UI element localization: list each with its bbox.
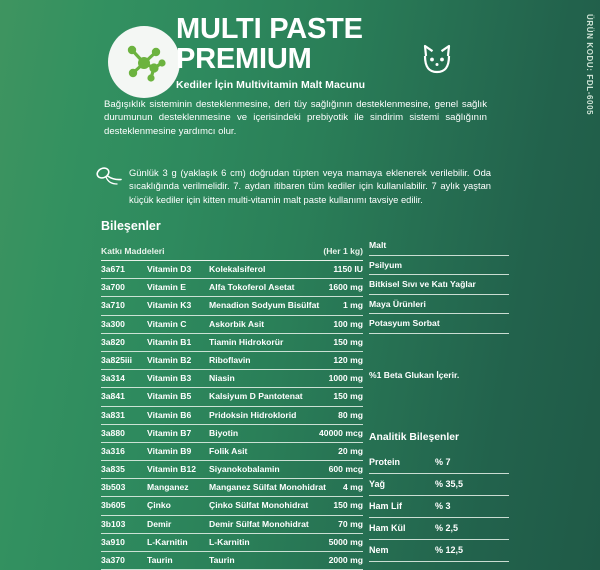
ingredient-chemical: Niasin [209, 373, 235, 384]
composition-row: Psilyum [369, 256, 509, 276]
ingredient-vitamin: Vitamin B12 [147, 464, 197, 475]
analytic-value: % 2,5 [435, 523, 459, 533]
product-subtitle: Kediler İçin Multivitamin Malt Macunu [176, 79, 366, 91]
ingredient-chemical: Demir Sülfat Monohidrat [209, 518, 309, 529]
ingredients-title: Bileşenler [101, 219, 161, 233]
analytic-row [369, 540, 509, 562]
ingredient-vitamin: Vitamin K3 [147, 300, 192, 311]
ingredient-amount: 150 mg [333, 500, 363, 511]
ingredient-chemical: Tiamin Hidrokorür [209, 336, 284, 347]
ingredient-chemical: Menadion Sodyum Bisülfat [209, 300, 320, 311]
usage-text: Günlük 3 g (yaklaşık 6 cm) doğrudan tüpten veya mamaya eklenerek verilebilir. Oda sıcaklığında verilmelidir. 7. aydan itibaren tüm kediler için kullanılabilir. 7 aylık yaştan küçük kediler için kitten multi-vitamin malt paste kullanımı tavsiye edilir. [129, 167, 491, 205]
analytic-label: Ham Lif [369, 501, 403, 511]
ingredient-vitamin: Vitamin B6 [147, 409, 192, 420]
ingredient-row [101, 334, 363, 352]
ingredient-amount: 1600 mg [328, 282, 363, 293]
ingredient-chemical: Askorbik Asit [209, 318, 265, 329]
product-title-line-1: MULTI PASTE [176, 13, 363, 45]
ingredient-amount: 150 mg [333, 391, 363, 402]
ingredient-code: 3a820 [101, 336, 125, 347]
ingredient-chemical: Taurin [209, 555, 235, 565]
column-header-per-kg: (Her 1 kg) [323, 246, 363, 256]
analytic-label: Ham Kül [369, 523, 406, 533]
ingredients-section [101, 219, 363, 570]
composition-list [369, 236, 509, 334]
composition-row: Potasyum Sorbat [369, 314, 509, 334]
ingredient-row [101, 352, 363, 370]
ingredient-code: 3a316 [101, 445, 125, 456]
ingredient-row [101, 370, 363, 388]
ingredient-vitamin: Vitamin B9 [147, 445, 192, 456]
analytic-value: % 12,5 [435, 545, 464, 555]
ingredient-code: 3b103 [101, 518, 126, 529]
ingredient-amount: 100 mg [333, 318, 363, 329]
composition-row: Bitkisel Sıvı ve Katı Yağlar [369, 275, 509, 295]
ingredient-vitamin: Vitamin B5 [147, 391, 192, 402]
ingredient-chemical: Biyotin [209, 427, 239, 438]
ingredient-code: 3a300 [101, 318, 125, 329]
ingredient-row [101, 425, 363, 443]
analytic-value: % 7 [435, 457, 451, 467]
ingredient-vitamin: Vitamin E [147, 282, 187, 293]
ingredient-vitamin: Vitamin B3 [147, 373, 192, 384]
analytic-row [369, 474, 509, 496]
ingredient-amount: 150 mg [333, 336, 363, 347]
ingredient-row [101, 552, 363, 570]
ingredient-code: 3a825iii [101, 354, 133, 365]
composition-row: Malt [369, 236, 509, 256]
spoon-icon [96, 166, 122, 191]
ingredient-code: 3b503 [101, 482, 126, 493]
analytic-label: Protein [369, 457, 401, 467]
ingredient-row [101, 461, 363, 479]
ingredient-code: 3a710 [101, 300, 125, 311]
ingredient-amount: 40000 mcg [319, 427, 363, 438]
ingredient-amount: 1150 IU [333, 264, 363, 274]
ingredient-amount: 80 mg [338, 409, 363, 420]
ingredient-chemical: Çinko Sülfat Monohidrat [209, 500, 309, 511]
analytic-label: Yağ [369, 479, 386, 489]
analytic-value: % 35,5 [435, 479, 464, 489]
usage-instructions [96, 166, 491, 206]
ingredient-vitamin: Vitamin B2 [147, 354, 192, 365]
ingredient-code: 3a835 [101, 464, 125, 475]
ingredient-code: 3b605 [101, 500, 126, 511]
ingredient-chemical: Siyanokobalamin [209, 464, 280, 475]
ingredient-vitamin: L-Karnitin [147, 536, 188, 547]
ingredient-code: 3a880 [101, 427, 125, 438]
ingredient-chemical: Kalsiyum D Pantotenat [209, 391, 303, 402]
label-header [0, 0, 600, 116]
ingredient-chemical: Riboflavin [209, 354, 251, 365]
ingredient-code: 3a700 [101, 282, 125, 293]
ingredient-amount: 70 mg [338, 518, 363, 529]
ingredient-row [101, 407, 363, 425]
product-code: ÜRÜN KODU: FDL-6005 [585, 14, 594, 116]
ingredient-chemical: Manganez Sülfat Monohidrat [209, 482, 326, 493]
ingredient-code: 3a841 [101, 391, 125, 402]
ingredient-vitamin: Taurin [147, 555, 173, 565]
ingredient-amount: 2000 mg [328, 555, 363, 565]
analytic-value: % 3 [435, 501, 451, 511]
ingredient-chemical: Folik Asit [209, 445, 248, 456]
analytic-row [369, 452, 509, 474]
ingredient-amount: 20 mg [338, 445, 363, 456]
analytic-row [369, 518, 509, 540]
column-header-additives: Katkı Maddeleri [101, 246, 165, 256]
ingredient-vitamin: Vitamin D3 [147, 264, 192, 274]
analytic-section [369, 432, 509, 562]
analytic-table-body [369, 452, 509, 562]
analytic-row [369, 496, 509, 518]
ingredient-vitamin: Vitamin C [147, 318, 187, 329]
ingredient-code: 3a671 [101, 264, 125, 274]
ingredients-table-body [101, 261, 363, 570]
ingredients-table-header [101, 246, 363, 261]
ingredient-amount: 1 mg [342, 300, 363, 311]
ingredient-chemical: Kolekalsiferol [209, 264, 266, 274]
ingredient-chemical: Alfa Tokoferol Asetat [209, 282, 295, 293]
ingredient-row [101, 443, 363, 461]
title-block [176, 14, 406, 91]
ingredient-amount: 4 mg [342, 482, 363, 493]
ingredient-amount: 1000 mg [328, 373, 363, 384]
ingredient-chemical: Pridoksin Hidroklorid [209, 409, 297, 420]
ingredient-vitamin: Demir [147, 518, 172, 529]
ingredient-code: 3a910 [101, 536, 125, 547]
brand-logo [108, 26, 180, 98]
ingredient-amount: 120 mg [333, 354, 363, 365]
ingredient-vitamin: Çinko [147, 500, 171, 511]
ingredient-row [101, 516, 363, 534]
ingredient-code: 3a370 [101, 555, 125, 565]
ingredient-vitamin: Vitamin B7 [147, 427, 192, 438]
ingredient-row [101, 479, 363, 497]
ingredient-row [101, 388, 363, 406]
ingredient-row [101, 497, 363, 515]
analytic-title: Analitik Bileşenler [369, 432, 460, 443]
ingredient-code: 3a314 [101, 373, 125, 384]
ingredient-row [101, 534, 363, 552]
ingredient-vitamin: Vitamin B1 [147, 336, 192, 347]
ingredient-amount: 5000 mg [328, 536, 363, 547]
ingredient-vitamin: Manganez [147, 482, 189, 493]
product-description: Bağışıklık sisteminin desteklenmesine, deri tüy sağlığının desteklenmesine, genel sağlık durumunun desteklenmesine ve içerisindeki prebiyotik ile sindirim sistemi sağlığının desteklenmesine yardımcı olur. [104, 99, 487, 137]
ingredient-row [101, 279, 363, 297]
ingredient-row [101, 297, 363, 315]
ingredient-code: 3a831 [101, 409, 125, 420]
ingredient-amount: 600 mcg [328, 464, 363, 475]
beta-glucan-note: %1 Beta Glukan İçerir. [369, 370, 460, 380]
analytic-label: Nem [369, 545, 389, 555]
ingredient-row [101, 316, 363, 334]
ingredient-row [101, 261, 363, 279]
cat-face-icon [419, 42, 455, 81]
ingredient-chemical: L-Karnitin [209, 536, 250, 547]
product-title-line-2: PREMIUM [176, 43, 312, 75]
composition-row: Maya Ürünleri [369, 295, 509, 315]
